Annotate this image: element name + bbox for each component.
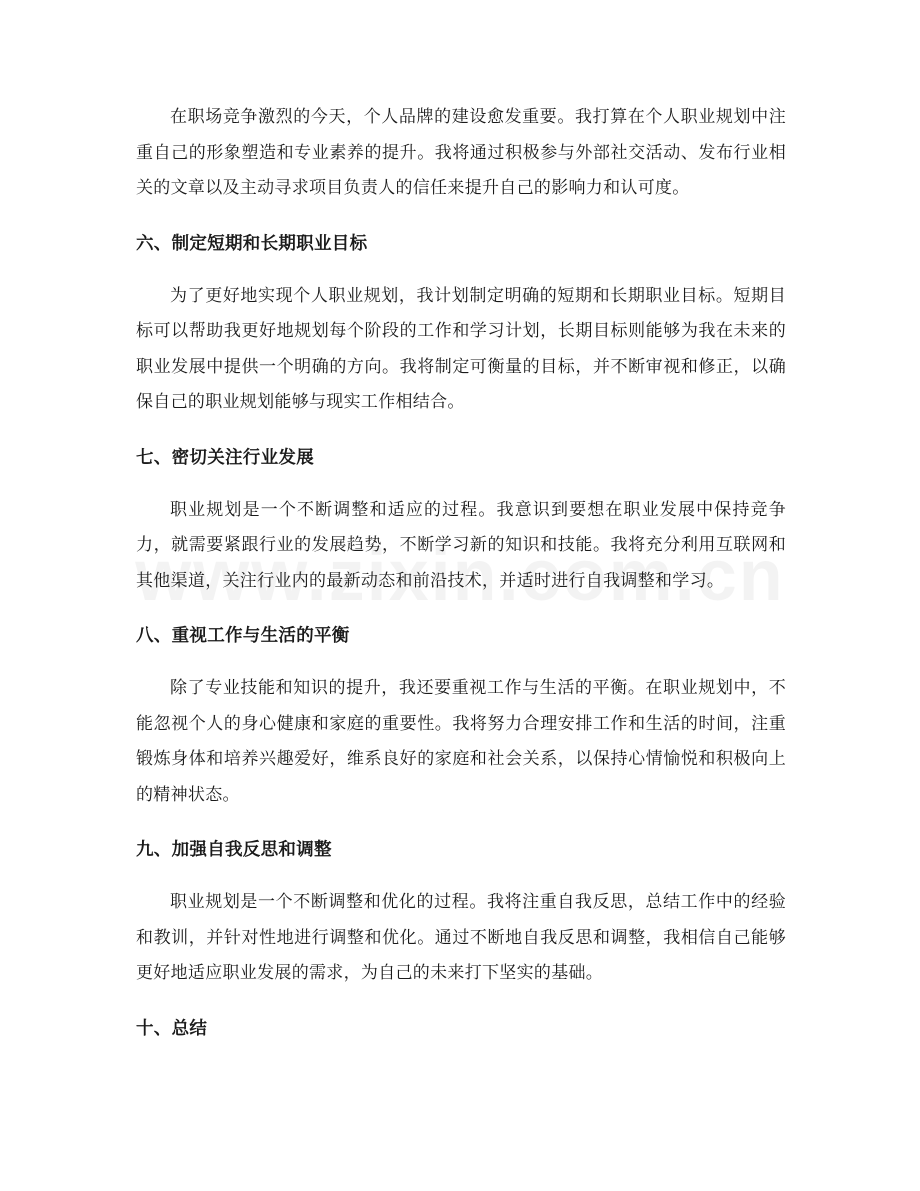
document-body [136, 100, 786, 1064]
paragraph-career-goals: 为了更好地实现个人职业规划，我计划制定明确的短期和长期职业目标。短期目标可以帮助我更好地规划每个阶段的工作和学习计划，长期目标则能够为我在未来的职业发展中提供一个明确的方向。我将制定可衡量的目标，并不断审视和修正，以确保自己的职业规划能够与现实工作相结合。 [136, 285, 786, 412]
section-heading-10: 十、总结 [136, 1018, 208, 1039]
paragraph-personal-brand: 在职场竞争激烈的今天，个人品牌的建设愈发重要。我打算在个人职业规划中注重自己的形象塑造和专业素养的提升。我将通过积极参与外部社交活动、发布行业相关的文章以及主动寻求项目负责人的信任来提升自己的影响力和认可度。 [136, 107, 786, 198]
paragraph-industry-trends: 职业规划是一个不断调整和适应的过程。我意识到要想在职业发展中保持竞争力，就需要紧跟行业的发展趋势，不断学习新的知识和技能。我将充分利用互联网和其他渠道，关注行业内的最新动态和前沿技术，并适时进行自我调整和学习。 [136, 499, 786, 591]
section-heading-7: 七、密切关注行业发展 [136, 447, 314, 468]
paragraph-work-life-balance: 除了专业技能和知识的提升，我还要重视工作与生活的平衡。在职业规划中，不能忽视个人的身心健康和家庭的重要性。我将努力合理安排工作和生活的时间，注重锻炼身体和培养兴趣爱好，维系良好的家庭和社会关系，以保持心情愉悦和积极向上的精神状态。 [136, 678, 786, 805]
section-heading-8: 八、重视工作与生活的平衡 [136, 626, 350, 646]
section-heading-6: 六、制定短期和长期职业目标 [136, 233, 368, 254]
paragraph-self-reflection: 职业规划是一个不断调整和优化的过程。我将注重自我反思，总结工作中的经验和教训，并针对性地进行调整和优化。通过不断地自我反思和调整，我相信自己能够更好地适应职业发展的需求，为自己的未来打下坚实的基础。 [136, 892, 786, 983]
section-heading-9: 九、加强自我反思和调整 [136, 840, 332, 860]
